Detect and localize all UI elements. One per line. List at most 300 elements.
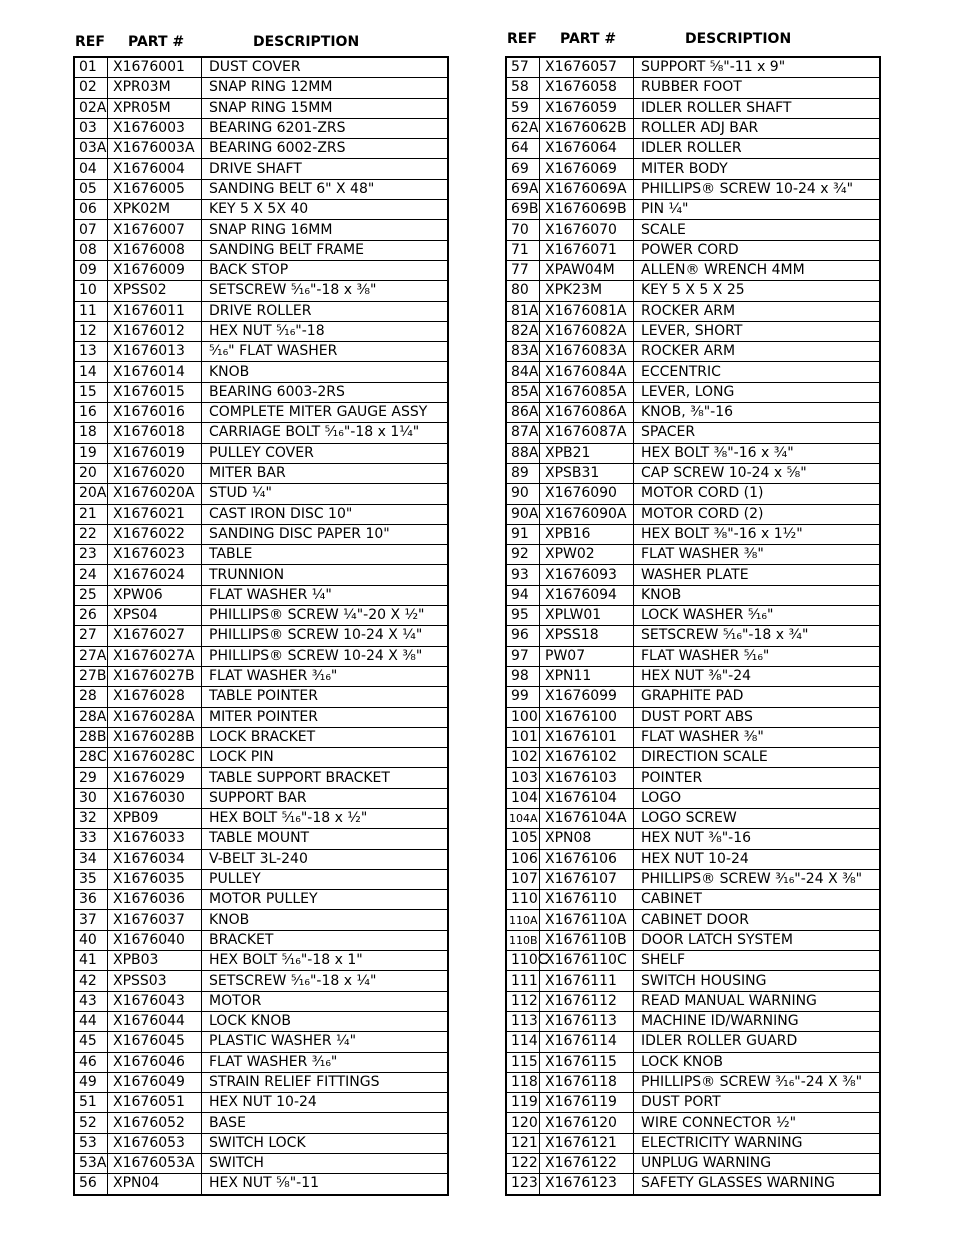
table-row [506, 646, 880, 666]
part-number-cell: X1676035 [108, 869, 202, 889]
part-number-cell: X1676115 [540, 1052, 634, 1072]
table-row [74, 200, 448, 220]
description-cell: DRIVE SHAFT [202, 159, 449, 179]
table-row [74, 869, 448, 889]
part-number-cell: X1676113 [540, 1011, 634, 1031]
description-cell: PHILLIPS® SCREW 10-24 X ³⁄₈" [202, 646, 449, 666]
ref-cell: 12 [74, 321, 108, 341]
table-row [74, 606, 448, 626]
part-number-cell: X1676001 [108, 57, 202, 78]
description-cell: LOCK WASHER ⁵⁄₁₆" [634, 606, 881, 626]
description-cell: SETSCREW ⁵⁄₁₆"-18 x ¹⁄₄" [202, 971, 449, 991]
description-cell: MITER BAR [202, 463, 449, 483]
table-row [74, 1113, 448, 1133]
part-number-cell: X1676022 [108, 524, 202, 544]
part-number-cell: X1676049 [108, 1072, 202, 1092]
part-number-cell: X1676058 [540, 78, 634, 98]
table-row [74, 179, 448, 199]
description-cell: COMPLETE MITER GAUGE ASSY [202, 403, 449, 423]
description-cell: CAP SCREW 10-24 x ⁵⁄₈" [634, 463, 881, 483]
description-cell: V-BELT 3L-240 [202, 849, 449, 869]
part-number-cell: X1676021 [108, 504, 202, 524]
ref-cell: 20 [74, 463, 108, 483]
description-cell: LOGO SCREW [634, 808, 881, 828]
table-row [506, 707, 880, 727]
table-row [74, 403, 448, 423]
table-row [74, 748, 448, 768]
description-cell: PULLEY COVER [202, 443, 449, 463]
part-number-cell: X1676020 [108, 463, 202, 483]
ref-cell: 110A [506, 910, 540, 930]
part-number-cell: XPLW01 [540, 606, 634, 626]
description-cell: FLAT WASHER ⁵⁄₁₆" [634, 646, 881, 666]
ref-cell: 13 [74, 342, 108, 362]
table-row [74, 991, 448, 1011]
description-cell: DUST PORT [634, 1093, 881, 1113]
part-number-cell: X1676110A [540, 910, 634, 930]
part-number-cell: X1676104A [540, 808, 634, 828]
description-cell: TABLE [202, 545, 449, 565]
ref-cell: 36 [74, 890, 108, 910]
description-cell: HEX BOLT ³⁄₈"-16 x ³⁄₄" [634, 443, 881, 463]
ref-cell: 110 [506, 890, 540, 910]
description-cell: STUD ¹⁄₄" [202, 484, 449, 504]
description-cell: SUPPORT ⁵⁄₈"-11 x 9" [634, 57, 881, 78]
table-row [506, 1093, 880, 1113]
table-row [74, 951, 448, 971]
header-ref: REF [75, 34, 105, 50]
ref-cell: 02 [74, 78, 108, 98]
table-row [74, 890, 448, 910]
ref-cell: 64 [506, 139, 540, 159]
description-cell: PHILLIPS® SCREW ³⁄₁₆"-24 X ³⁄₈" [634, 1072, 881, 1092]
table-row [74, 362, 448, 382]
part-number-cell: XPB16 [540, 524, 634, 544]
description-cell: MOTOR [202, 991, 449, 1011]
ref-cell: 41 [74, 951, 108, 971]
ref-cell: 90A [506, 504, 540, 524]
description-cell: SETSCREW ⁵⁄₁₆"-18 x ³⁄₈" [202, 281, 449, 301]
part-number-cell: X1676045 [108, 1032, 202, 1052]
part-number-cell: X1676012 [108, 321, 202, 341]
description-cell: DOOR LATCH SYSTEM [634, 930, 881, 950]
description-cell: READ MANUAL WARNING [634, 991, 881, 1011]
ref-cell: 96 [506, 626, 540, 646]
description-cell: HEX NUT 10-24 [202, 1093, 449, 1113]
header-part: PART # [560, 31, 617, 47]
part-number-cell: X1676008 [108, 240, 202, 260]
description-cell: ROLLER ADJ BAR [634, 118, 881, 138]
description-cell: HEX NUT ³⁄₈"-16 [634, 829, 881, 849]
table-row [506, 748, 880, 768]
description-cell: BACK STOP [202, 260, 449, 280]
part-number-cell: X1676110B [540, 930, 634, 950]
ref-cell: 05 [74, 179, 108, 199]
ref-cell: 30 [74, 788, 108, 808]
description-cell: MOTOR CORD (1) [634, 484, 881, 504]
ref-cell: 120 [506, 1113, 540, 1133]
part-number-cell: X1676099 [540, 687, 634, 707]
table-row [74, 220, 448, 240]
ref-cell: 122 [506, 1154, 540, 1174]
ref-cell: 57 [506, 57, 540, 78]
description-cell: SETSCREW ⁵⁄₁₆"-18 x ³⁄₄" [634, 626, 881, 646]
part-number-cell: X1676106 [540, 849, 634, 869]
ref-cell: 98 [506, 666, 540, 686]
part-number-cell: X1676087A [540, 423, 634, 443]
ref-cell: 19 [74, 443, 108, 463]
part-number-cell: X1676100 [540, 707, 634, 727]
ref-cell: 111 [506, 971, 540, 991]
table-row [74, 808, 448, 828]
description-cell: FLAT WASHER ³⁄₈" [634, 727, 881, 747]
ref-cell: 81A [506, 301, 540, 321]
ref-cell: 106 [506, 849, 540, 869]
part-number-cell: XPSS18 [540, 626, 634, 646]
table-row [74, 545, 448, 565]
ref-cell: 27 [74, 626, 108, 646]
ref-cell: 92 [506, 545, 540, 565]
table-row [506, 382, 880, 402]
part-number-cell: X1676118 [540, 1072, 634, 1092]
ref-cell: 104 [506, 788, 540, 808]
part-number-cell: X1676053A [108, 1154, 202, 1174]
part-number-cell: X1676011 [108, 301, 202, 321]
description-cell: IDLER ROLLER [634, 139, 881, 159]
ref-cell: 83A [506, 342, 540, 362]
part-number-cell: X1676036 [108, 890, 202, 910]
description-cell: LOCK KNOB [202, 1011, 449, 1031]
ref-cell: 43 [74, 991, 108, 1011]
ref-cell: 28C [74, 748, 108, 768]
ref-cell: 45 [74, 1032, 108, 1052]
description-cell: ROCKER ARM [634, 301, 881, 321]
table-row [506, 240, 880, 260]
ref-cell: 28 [74, 687, 108, 707]
part-number-cell: X1676103 [540, 768, 634, 788]
part-number-cell: X1676084A [540, 362, 634, 382]
table-row [74, 78, 448, 98]
ref-cell: 52 [74, 1113, 108, 1133]
part-number-cell: X1676024 [108, 565, 202, 585]
part-number-cell: X1676016 [108, 403, 202, 423]
table-row [506, 788, 880, 808]
table-row [74, 342, 448, 362]
part-number-cell: XPSS02 [108, 281, 202, 301]
table-row [506, 484, 880, 504]
description-cell: CABINET [634, 890, 881, 910]
part-number-cell: XPS04 [108, 606, 202, 626]
part-number-cell: X1676110 [540, 890, 634, 910]
ref-cell: 110C [506, 951, 540, 971]
description-cell: BEARING 6002-ZRS [202, 139, 449, 159]
part-number-cell: X1676101 [540, 727, 634, 747]
ref-cell: 28B [74, 727, 108, 747]
part-number-cell: X1676094 [540, 585, 634, 605]
ref-cell: 49 [74, 1072, 108, 1092]
part-number-cell: X1676029 [108, 768, 202, 788]
part-number-cell: X1676120 [540, 1113, 634, 1133]
table-row [506, 666, 880, 686]
description-cell: MOTOR CORD (2) [634, 504, 881, 524]
ref-cell: 119 [506, 1093, 540, 1113]
description-cell: HEX BOLT ⁵⁄₁₆"-18 x ¹⁄₂" [202, 808, 449, 828]
table-row [506, 727, 880, 747]
ref-cell: 110B [506, 930, 540, 950]
part-number-cell: X1676085A [540, 382, 634, 402]
ref-cell: 123 [506, 1174, 540, 1195]
table-row [74, 849, 448, 869]
table-row [74, 585, 448, 605]
part-number-cell: X1676046 [108, 1052, 202, 1072]
description-cell: LEVER, SHORT [634, 321, 881, 341]
description-cell: KEY 5 X 5 X 25 [634, 281, 881, 301]
table-row [74, 1052, 448, 1072]
table-row [506, 139, 880, 159]
description-cell: ROCKER ARM [634, 342, 881, 362]
description-cell: MACHINE ID/WARNING [634, 1011, 881, 1031]
table-row [506, 342, 880, 362]
ref-cell: 87A [506, 423, 540, 443]
ref-cell: 24 [74, 565, 108, 585]
table-row [74, 1093, 448, 1113]
table-row [506, 545, 880, 565]
description-cell: SWITCH HOUSING [634, 971, 881, 991]
description-cell: PLASTIC WASHER ¹⁄₄" [202, 1032, 449, 1052]
description-cell: SCALE [634, 220, 881, 240]
part-number-cell: X1676028 [108, 687, 202, 707]
table-row [74, 504, 448, 524]
description-cell: HEX BOLT ³⁄₈"-16 x 1¹⁄₂" [634, 524, 881, 544]
description-cell: HEX NUT ⁵⁄₁₆"-18 [202, 321, 449, 341]
ref-cell: 32 [74, 808, 108, 828]
description-cell: PHILLIPS® SCREW ¹⁄₄"-20 X ¹⁄₂" [202, 606, 449, 626]
part-number-cell: X1676071 [540, 240, 634, 260]
part-number-cell: XPW06 [108, 585, 202, 605]
ref-cell: 28A [74, 707, 108, 727]
part-number-cell: X1676003 [108, 118, 202, 138]
table-row [506, 200, 880, 220]
part-number-cell: XPN04 [108, 1174, 202, 1195]
ref-cell: 15 [74, 382, 108, 402]
table-row [506, 1133, 880, 1153]
description-cell: SANDING BELT 6" X 48" [202, 179, 449, 199]
table-row [74, 301, 448, 321]
part-number-cell: X1676013 [108, 342, 202, 362]
description-cell: ELECTRICITY WARNING [634, 1133, 881, 1153]
table-row [506, 159, 880, 179]
description-cell: LOCK PIN [202, 748, 449, 768]
ref-cell: 107 [506, 869, 540, 889]
table-row [74, 484, 448, 504]
description-cell: PIN ¹⁄₄" [634, 200, 881, 220]
description-cell: TABLE SUPPORT BRACKET [202, 768, 449, 788]
part-number-cell: X1676062B [540, 118, 634, 138]
description-cell: SANDING DISC PAPER 10" [202, 524, 449, 544]
description-cell: WASHER PLATE [634, 565, 881, 585]
ref-cell: 18 [74, 423, 108, 443]
ref-cell: 16 [74, 403, 108, 423]
part-number-cell: X1676020A [108, 484, 202, 504]
part-number-cell: X1676028A [108, 707, 202, 727]
ref-cell: 99 [506, 687, 540, 707]
description-cell: BRACKET [202, 930, 449, 950]
ref-cell: 77 [506, 260, 540, 280]
ref-cell: 04 [74, 159, 108, 179]
table-row [74, 281, 448, 301]
ref-cell: 102 [506, 748, 540, 768]
ref-cell: 62A [506, 118, 540, 138]
table-row [506, 1052, 880, 1072]
ref-cell: 53 [74, 1133, 108, 1153]
description-cell: BEARING 6003-2RS [202, 382, 449, 402]
description-cell: TABLE POINTER [202, 687, 449, 707]
part-number-cell: X1676009 [108, 260, 202, 280]
ref-cell: 40 [74, 930, 108, 950]
ref-cell: 69A [506, 179, 540, 199]
description-cell: WIRE CONNECTOR ¹⁄₂" [634, 1113, 881, 1133]
description-cell: RUBBER FOOT [634, 78, 881, 98]
ref-cell: 114 [506, 1032, 540, 1052]
table-row [506, 768, 880, 788]
description-cell: FLAT WASHER ³⁄₁₆" [202, 666, 449, 686]
description-cell: HEX NUT ³⁄₈"-24 [634, 666, 881, 686]
header-description: DESCRIPTION [685, 31, 792, 47]
ref-cell: 90 [506, 484, 540, 504]
part-number-cell: X1676059 [540, 98, 634, 118]
table-row [506, 403, 880, 423]
part-number-cell: X1676003A [108, 139, 202, 159]
table-row [74, 443, 448, 463]
table-row [506, 626, 880, 646]
table-row [506, 220, 880, 240]
ref-cell: 121 [506, 1133, 540, 1153]
part-number-cell: X1676064 [540, 139, 634, 159]
table-row [74, 687, 448, 707]
part-number-cell: XPK23M [540, 281, 634, 301]
column-headers-left [73, 34, 449, 56]
part-number-cell: X1676090 [540, 484, 634, 504]
part-number-cell: XPN08 [540, 829, 634, 849]
part-number-cell: X1676023 [108, 545, 202, 565]
part-number-cell: X1676044 [108, 1011, 202, 1031]
part-number-cell: X1676051 [108, 1093, 202, 1113]
part-number-cell: X1676114 [540, 1032, 634, 1052]
part-number-cell: X1676027A [108, 646, 202, 666]
ref-cell: 88A [506, 443, 540, 463]
ref-cell: 89 [506, 463, 540, 483]
ref-cell: 115 [506, 1052, 540, 1072]
table-row [74, 240, 448, 260]
ref-cell: 56 [74, 1174, 108, 1195]
table-row [506, 565, 880, 585]
table-row [74, 1011, 448, 1031]
ref-cell: 71 [506, 240, 540, 260]
table-row [74, 626, 448, 646]
description-cell: HEX NUT 10-24 [634, 849, 881, 869]
ref-cell: 37 [74, 910, 108, 930]
table-row [74, 727, 448, 747]
table-row [74, 829, 448, 849]
column-headers-right [505, 31, 881, 56]
ref-cell: 03A [74, 139, 108, 159]
part-number-cell: XPB03 [108, 951, 202, 971]
description-cell: BEARING 6201-ZRS [202, 118, 449, 138]
header-ref: REF [507, 31, 537, 47]
table-row [506, 98, 880, 118]
description-cell: POINTER [634, 768, 881, 788]
table-row [74, 646, 448, 666]
description-cell: SWITCH LOCK [202, 1133, 449, 1153]
part-number-cell: X1676123 [540, 1174, 634, 1195]
part-number-cell: X1676069A [540, 179, 634, 199]
table-row [506, 1174, 880, 1195]
ref-cell: 94 [506, 585, 540, 605]
ref-cell: 11 [74, 301, 108, 321]
part-number-cell: X1676083A [540, 342, 634, 362]
description-cell: PULLEY [202, 869, 449, 889]
table-row [74, 768, 448, 788]
description-cell: KNOB [634, 585, 881, 605]
ref-cell: 85A [506, 382, 540, 402]
table-row [506, 1011, 880, 1031]
table-row [74, 1032, 448, 1052]
table-row [506, 808, 880, 828]
part-number-cell: XPN11 [540, 666, 634, 686]
header-description: DESCRIPTION [253, 34, 360, 50]
description-cell: GRAPHITE PAD [634, 687, 881, 707]
description-cell: SPACER [634, 423, 881, 443]
table-row [74, 788, 448, 808]
table-row [506, 1113, 880, 1133]
description-cell: PHILLIPS® SCREW 10-24 X ¹⁄₄" [202, 626, 449, 646]
ref-cell: 100 [506, 707, 540, 727]
part-number-cell: X1676053 [108, 1133, 202, 1153]
part-number-cell: X1676057 [540, 57, 634, 78]
description-cell: SNAP RING 16MM [202, 220, 449, 240]
ref-cell: 23 [74, 545, 108, 565]
description-cell: PHILLIPS® SCREW 10-24 x ³⁄₄" [634, 179, 881, 199]
table-row [74, 971, 448, 991]
part-number-cell: X1676015 [108, 382, 202, 402]
description-cell: DUST PORT ABS [634, 707, 881, 727]
ref-cell: 29 [74, 768, 108, 788]
part-number-cell: XPSB31 [540, 463, 634, 483]
part-number-cell: X1676090A [540, 504, 634, 524]
ref-cell: 104A [506, 808, 540, 828]
table-row [506, 1072, 880, 1092]
ref-cell: 86A [506, 403, 540, 423]
part-number-cell: X1676086A [540, 403, 634, 423]
description-cell: ⁵⁄₁₆" FLAT WASHER [202, 342, 449, 362]
table-row [74, 910, 448, 930]
description-cell: SUPPORT BAR [202, 788, 449, 808]
table-row [74, 1174, 448, 1195]
ref-cell: 35 [74, 869, 108, 889]
part-number-cell: X1676043 [108, 991, 202, 1011]
parts-list-right [505, 31, 881, 1196]
table-row [506, 606, 880, 626]
description-cell: TABLE MOUNT [202, 829, 449, 849]
description-cell: IDLER ROLLER GUARD [634, 1032, 881, 1052]
ref-cell: 97 [506, 646, 540, 666]
table-row [506, 829, 880, 849]
table-row [506, 463, 880, 483]
part-number-cell: X1676069B [540, 200, 634, 220]
table-row [74, 321, 448, 341]
table-row [74, 1072, 448, 1092]
description-cell: MITER BODY [634, 159, 881, 179]
